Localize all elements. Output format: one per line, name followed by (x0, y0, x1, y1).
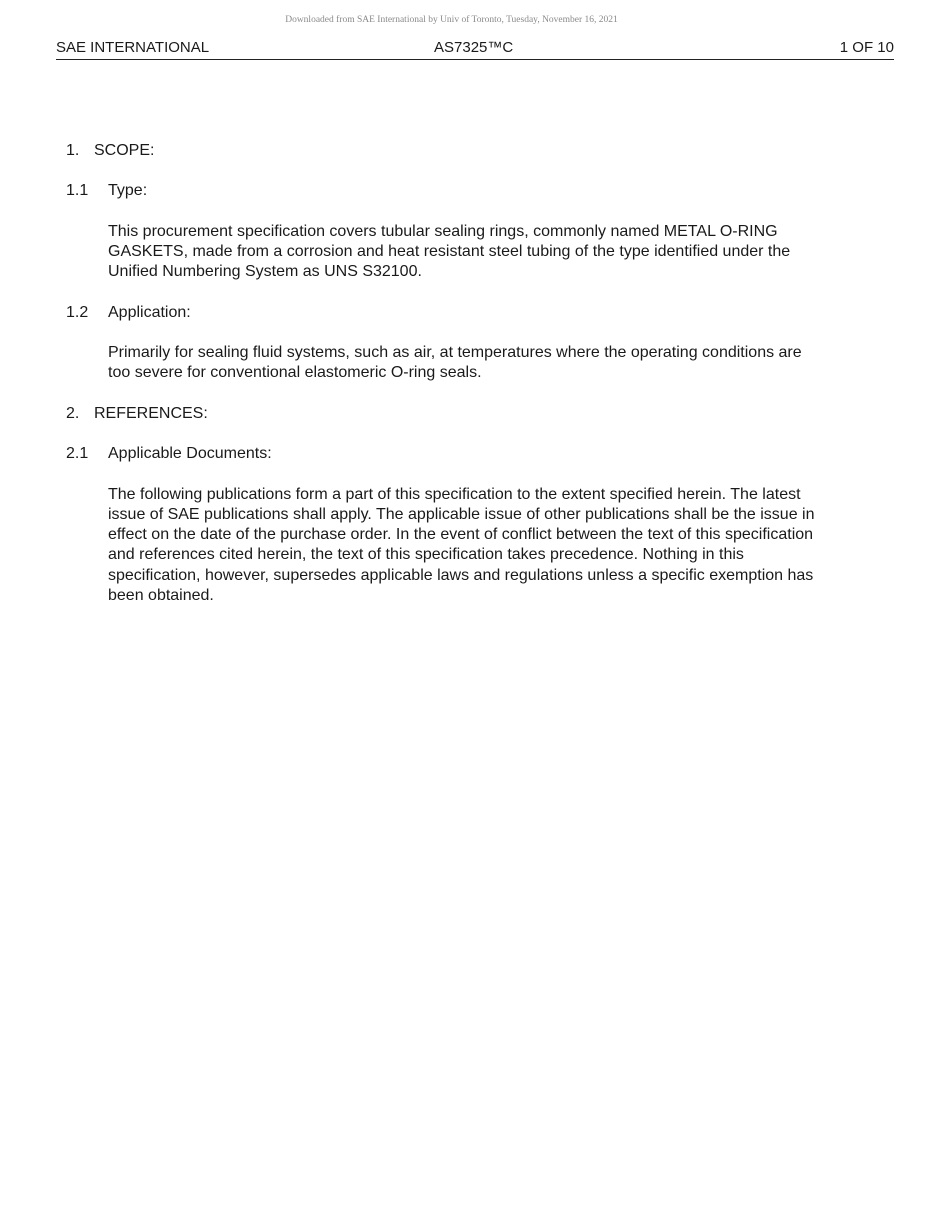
paragraph-line: Unified Numbering System as UNS S32100. (108, 263, 422, 281)
section-heading (66, 404, 866, 424)
section-title: Type: (108, 182, 148, 200)
page-header (56, 38, 894, 60)
paragraph-line: This procurement specification covers tubular sealing rings, commonly named METAL O-RING (108, 222, 778, 240)
paragraph-line: issue of SAE publications shall apply. The applicable issue of other publications shall be the issue in (108, 505, 815, 523)
section-title: Applicable Documents: (108, 445, 272, 463)
page-number: 1 OF 10 (839, 39, 894, 56)
section-number: 2.1 (66, 445, 89, 463)
paragraph (66, 485, 878, 607)
subsection-heading (66, 444, 866, 464)
paragraph-line: The following publications form a part of this specification to the extent specified herein. The latest (108, 485, 801, 503)
publisher-name: SAE INTERNATIONAL (56, 39, 210, 56)
section-title: Application: (108, 303, 191, 321)
paragraph (66, 343, 878, 384)
paragraph-line: too severe for conventional elastomeric O-ring seals. (108, 364, 482, 382)
section-number: 1. (66, 142, 80, 159)
section-number: 1.2 (66, 303, 89, 321)
paragraph (66, 222, 878, 283)
section-number: 1.1 (66, 182, 89, 200)
paragraph-line: specification, however, supersedes applicable laws and regulations unless a specific exemption has (108, 566, 814, 584)
paragraph-line: been obtained. (108, 587, 214, 605)
document-number: AS7325™C (434, 39, 514, 56)
subsection-heading (66, 303, 866, 323)
download-watermark: Downloaded from SAE International by Univ of Toronto, Tuesday, November 16, 2021 (285, 15, 618, 25)
paragraph-line: Primarily for sealing fluid systems, such as air, at temperatures where the operating conditions are (108, 344, 802, 362)
paragraph-line: GASKETS, made from a corrosion and heat resistant steel tubing of the type identified under the (108, 242, 791, 260)
paragraph-line: and references cited herein, the text of this specification takes precedence. Nothing in this (108, 546, 744, 564)
section-title: REFERENCES: (94, 404, 208, 422)
document-body (66, 141, 866, 606)
section-heading (66, 141, 866, 161)
section-title: SCOPE: (94, 142, 155, 159)
paragraph-line: effect on the date of the purchase order. In the event of conflict between the text of this specification (108, 526, 814, 544)
section-number: 2. (66, 404, 80, 422)
subsection-heading (66, 181, 866, 201)
